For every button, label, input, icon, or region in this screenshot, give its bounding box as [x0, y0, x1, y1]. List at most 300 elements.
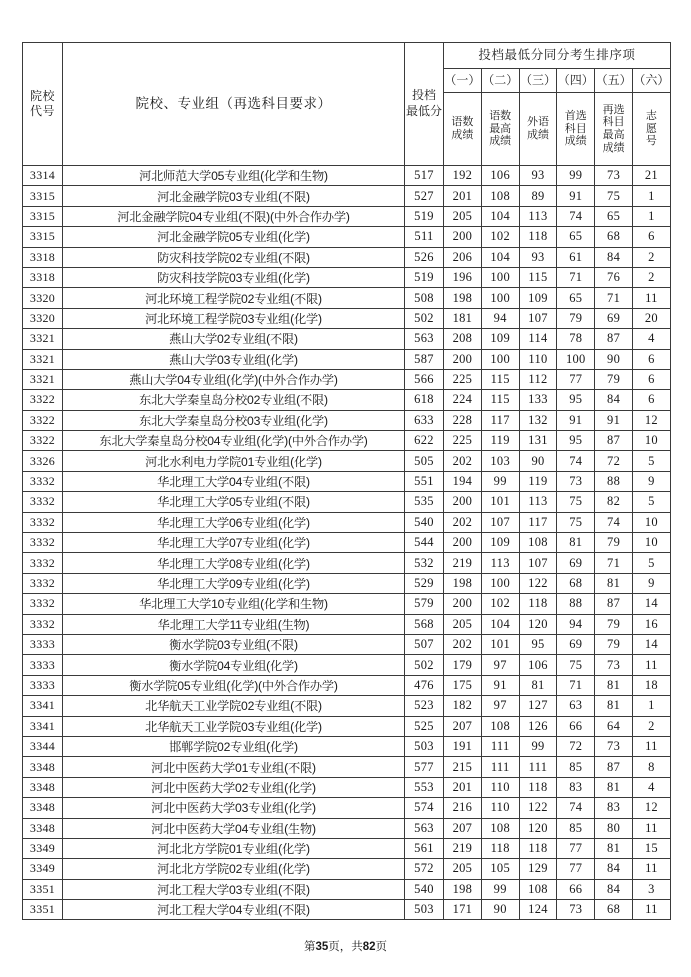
cell-school-code: 3351: [23, 879, 63, 899]
cell-chinese-math-score: 198: [444, 288, 482, 308]
cell-school-major-group: 河北环境工程学院02专业组(不限): [63, 288, 405, 308]
cell-foreign-language-score: 81: [519, 675, 557, 695]
cell-preference-number: 11: [632, 818, 670, 838]
cell-reselect-subject-highest-score: 81: [595, 838, 633, 858]
cell-min-score: 507: [405, 634, 444, 654]
cell-chinese-math-score: 201: [444, 186, 482, 206]
cell-foreign-language-score: 131: [519, 431, 557, 451]
table-row: [23, 859, 671, 879]
cell-school-code: 3333: [23, 655, 63, 675]
cell-chinese-math-score: 215: [444, 757, 482, 777]
page-footer: [0, 938, 691, 954]
cell-foreign-language-score: 118: [519, 227, 557, 247]
footer-current-page: 35: [315, 941, 329, 953]
cell-preference-number: 1: [632, 206, 670, 226]
cell-min-score: 568: [405, 614, 444, 634]
cell-chinese-math-score: 219: [444, 838, 482, 858]
cell-chinese-math-highest-score: 104: [481, 247, 519, 267]
cell-chinese-math-highest-score: 100: [481, 267, 519, 287]
cell-foreign-language-score: 110: [519, 349, 557, 369]
admission-score-table: [22, 42, 671, 920]
cell-reselect-subject-highest-score: 81: [595, 675, 633, 695]
cell-foreign-language-score: 107: [519, 308, 557, 328]
cell-first-choice-subject-score: 91: [557, 410, 595, 430]
cell-school-code: 3332: [23, 553, 63, 573]
cell-first-choice-subject-score: 75: [557, 512, 595, 532]
cell-foreign-language-score: 126: [519, 716, 557, 736]
cell-first-choice-subject-score: 99: [557, 166, 595, 186]
table-row: [23, 512, 671, 532]
table-row: [23, 696, 671, 716]
cell-preference-number: 1: [632, 186, 670, 206]
cell-min-score: 563: [405, 818, 444, 838]
cell-preference-number: 15: [632, 838, 670, 858]
table-row: [23, 533, 671, 553]
cell-reselect-subject-highest-score: 81: [595, 696, 633, 716]
cell-school-major-group: 衡水学院03专业组(不限): [63, 634, 405, 654]
cell-first-choice-subject-score: 66: [557, 716, 595, 736]
cell-reselect-subject-highest-score: 88: [595, 471, 633, 491]
table-row: [23, 390, 671, 410]
cell-school-code: 3349: [23, 859, 63, 879]
cell-reselect-subject-highest-score: 65: [595, 206, 633, 226]
header-ordinal-5: （五）: [595, 69, 633, 93]
cell-reselect-subject-highest-score: 79: [595, 634, 633, 654]
cell-min-score: 502: [405, 308, 444, 328]
cell-school-major-group: 东北大学秦皇岛分校02专业组(不限): [63, 390, 405, 410]
cell-school-major-group: 北华航天工业学院02专业组(不限): [63, 696, 405, 716]
cell-school-code: 3348: [23, 757, 63, 777]
header-tiebreak-group-title: 投档最低分同分考生排序项: [444, 43, 671, 69]
table-row: [23, 206, 671, 226]
cell-chinese-math-highest-score: 118: [481, 838, 519, 858]
cell-foreign-language-score: 127: [519, 696, 557, 716]
table-row: [23, 308, 671, 328]
cell-chinese-math-highest-score: 99: [481, 879, 519, 899]
cell-chinese-math-highest-score: 91: [481, 675, 519, 695]
cell-school-major-group: 河北金融学院03专业组(不限): [63, 186, 405, 206]
cell-first-choice-subject-score: 65: [557, 227, 595, 247]
table-row: [23, 288, 671, 308]
cell-school-major-group: 华北理工大学10专业组(化学和生物): [63, 594, 405, 614]
cell-chinese-math-score: 206: [444, 247, 482, 267]
cell-first-choice-subject-score: 68: [557, 573, 595, 593]
cell-min-score: 525: [405, 716, 444, 736]
cell-school-major-group: 河北工程大学04专业组(不限): [63, 900, 405, 920]
cell-reselect-subject-highest-score: 73: [595, 166, 633, 186]
cell-reselect-subject-highest-score: 82: [595, 492, 633, 512]
cell-chinese-math-highest-score: 102: [481, 227, 519, 247]
cell-reselect-subject-highest-score: 83: [595, 798, 633, 818]
cell-school-code: 3320: [23, 288, 63, 308]
cell-chinese-math-score: 194: [444, 471, 482, 491]
cell-school-major-group: 华北理工大学09专业组(化学): [63, 573, 405, 593]
cell-reselect-subject-highest-score: 87: [595, 757, 633, 777]
cell-school-code: 3332: [23, 492, 63, 512]
cell-min-score: 503: [405, 736, 444, 756]
cell-foreign-language-score: 120: [519, 818, 557, 838]
cell-reselect-subject-highest-score: 84: [595, 859, 633, 879]
cell-reselect-subject-highest-score: 87: [595, 431, 633, 451]
cell-chinese-math-highest-score: 110: [481, 798, 519, 818]
cell-school-major-group: 河北师范大学05专业组(化学和生物): [63, 166, 405, 186]
cell-first-choice-subject-score: 94: [557, 614, 595, 634]
cell-school-major-group: 燕山大学02专业组(不限): [63, 329, 405, 349]
cell-chinese-math-highest-score: 103: [481, 451, 519, 471]
table-row: [23, 655, 671, 675]
table-row: [23, 349, 671, 369]
header-ordinal-3: （三）: [519, 69, 557, 93]
table-body: [23, 166, 671, 920]
cell-min-score: 532: [405, 553, 444, 573]
cell-school-major-group: 防灾科技学院03专业组(化学): [63, 267, 405, 287]
cell-reselect-subject-highest-score: 81: [595, 777, 633, 797]
table-row: [23, 818, 671, 838]
cell-school-major-group: 河北中医药大学03专业组(化学): [63, 798, 405, 818]
cell-first-choice-subject-score: 78: [557, 329, 595, 349]
cell-reselect-subject-highest-score: 87: [595, 594, 633, 614]
cell-foreign-language-score: 113: [519, 492, 557, 512]
cell-chinese-math-highest-score: 110: [481, 777, 519, 797]
cell-first-choice-subject-score: 79: [557, 308, 595, 328]
cell-chinese-math-highest-score: 99: [481, 471, 519, 491]
cell-school-code: 3314: [23, 166, 63, 186]
cell-min-score: 519: [405, 267, 444, 287]
table-row: [23, 900, 671, 920]
cell-school-code: 3351: [23, 900, 63, 920]
cell-first-choice-subject-score: 91: [557, 186, 595, 206]
cell-chinese-math-highest-score: 108: [481, 186, 519, 206]
cell-min-score: 529: [405, 573, 444, 593]
table-row: [23, 451, 671, 471]
cell-chinese-math-score: 219: [444, 553, 482, 573]
cell-school-major-group: 北华航天工业学院03专业组(化学): [63, 716, 405, 736]
cell-foreign-language-score: 109: [519, 288, 557, 308]
table-row: [23, 553, 671, 573]
cell-preference-number: 2: [632, 716, 670, 736]
cell-first-choice-subject-score: 77: [557, 838, 595, 858]
cell-foreign-language-score: 106: [519, 655, 557, 675]
cell-chinese-math-highest-score: 108: [481, 716, 519, 736]
cell-preference-number: 12: [632, 410, 670, 430]
cell-school-code: 3332: [23, 533, 63, 553]
cell-first-choice-subject-score: 66: [557, 879, 595, 899]
cell-school-code: 3322: [23, 431, 63, 451]
cell-school-major-group: 河北中医药大学02专业组(化学): [63, 777, 405, 797]
footer-prefix: 第: [303, 941, 316, 953]
cell-first-choice-subject-score: 88: [557, 594, 595, 614]
cell-min-score: 566: [405, 369, 444, 389]
cell-chinese-math-score: 182: [444, 696, 482, 716]
cell-min-score: 502: [405, 655, 444, 675]
cell-chinese-math-highest-score: 100: [481, 288, 519, 308]
cell-school-major-group: 东北大学秦皇岛分校04专业组(化学)(中外合作办学): [63, 431, 405, 451]
cell-preference-number: 12: [632, 798, 670, 818]
cell-school-major-group: 华北理工大学11专业组(生物): [63, 614, 405, 634]
cell-school-code: 3326: [23, 451, 63, 471]
cell-preference-number: 3: [632, 879, 670, 899]
cell-school-major-group: 河北中医药大学04专业组(生物): [63, 818, 405, 838]
cell-preference-number: 5: [632, 492, 670, 512]
cell-foreign-language-score: 89: [519, 186, 557, 206]
cell-reselect-subject-highest-score: 81: [595, 573, 633, 593]
cell-min-score: 572: [405, 859, 444, 879]
cell-chinese-math-score: 216: [444, 798, 482, 818]
cell-foreign-language-score: 107: [519, 553, 557, 573]
cell-school-major-group: 河北中医药大学01专业组(不限): [63, 757, 405, 777]
table-row: [23, 247, 671, 267]
cell-min-score: 508: [405, 288, 444, 308]
cell-reselect-subject-highest-score: 91: [595, 410, 633, 430]
cell-first-choice-subject-score: 72: [557, 736, 595, 756]
cell-preference-number: 14: [632, 594, 670, 614]
cell-chinese-math-score: 179: [444, 655, 482, 675]
cell-foreign-language-score: 122: [519, 798, 557, 818]
cell-chinese-math-score: 207: [444, 716, 482, 736]
cell-reselect-subject-highest-score: 84: [595, 390, 633, 410]
cell-reselect-subject-highest-score: 69: [595, 308, 633, 328]
cell-school-code: 3321: [23, 329, 63, 349]
cell-school-code: 3322: [23, 410, 63, 430]
cell-foreign-language-score: 118: [519, 594, 557, 614]
cell-foreign-language-score: 117: [519, 512, 557, 532]
cell-school-major-group: 河北北方学院01专业组(化学): [63, 838, 405, 858]
cell-reselect-subject-highest-score: 76: [595, 267, 633, 287]
cell-preference-number: 11: [632, 736, 670, 756]
cell-chinese-math-score: 200: [444, 349, 482, 369]
cell-school-major-group: 河北水利电力学院01专业组(化学): [63, 451, 405, 471]
cell-first-choice-subject-score: 95: [557, 431, 595, 451]
cell-school-major-group: 东北大学秦皇岛分校03专业组(化学): [63, 410, 405, 430]
cell-chinese-math-score: 202: [444, 512, 482, 532]
cell-foreign-language-score: 108: [519, 879, 557, 899]
cell-reselect-subject-highest-score: 68: [595, 900, 633, 920]
cell-chinese-math-highest-score: 104: [481, 614, 519, 634]
table-row: [23, 634, 671, 654]
cell-foreign-language-score: 119: [519, 471, 557, 491]
cell-school-code: 3333: [23, 634, 63, 654]
cell-school-code: 3315: [23, 227, 63, 247]
cell-chinese-math-highest-score: 108: [481, 818, 519, 838]
cell-chinese-math-highest-score: 111: [481, 736, 519, 756]
cell-reselect-subject-highest-score: 68: [595, 227, 633, 247]
cell-school-major-group: 河北工程大学03专业组(不限): [63, 879, 405, 899]
cell-first-choice-subject-score: 75: [557, 655, 595, 675]
cell-chinese-math-score: 208: [444, 329, 482, 349]
table-row: [23, 716, 671, 736]
cell-school-major-group: 华北理工大学06专业组(化学): [63, 512, 405, 532]
cell-chinese-math-highest-score: 115: [481, 369, 519, 389]
cell-school-major-group: 衡水学院04专业组(化学): [63, 655, 405, 675]
cell-chinese-math-highest-score: 100: [481, 573, 519, 593]
cell-min-score: 511: [405, 227, 444, 247]
cell-first-choice-subject-score: 83: [557, 777, 595, 797]
cell-chinese-math-highest-score: 117: [481, 410, 519, 430]
cell-first-choice-subject-score: 75: [557, 492, 595, 512]
cell-school-major-group: 燕山大学04专业组(化学)(中外合作办学): [63, 369, 405, 389]
cell-reselect-subject-highest-score: 71: [595, 553, 633, 573]
cell-chinese-math-score: 201: [444, 777, 482, 797]
cell-chinese-math-score: 192: [444, 166, 482, 186]
table-row: [23, 431, 671, 451]
cell-foreign-language-score: 111: [519, 757, 557, 777]
cell-min-score: 517: [405, 166, 444, 186]
cell-first-choice-subject-score: 85: [557, 757, 595, 777]
score-table-page: [22, 42, 670, 920]
header-min-score-line1: 投档: [411, 88, 436, 103]
header-ordinal-2: （二）: [481, 69, 519, 93]
cell-min-score: 540: [405, 512, 444, 532]
cell-min-score: 523: [405, 696, 444, 716]
cell-school-major-group: 防灾科技学院02专业组(不限): [63, 247, 405, 267]
cell-preference-number: 9: [632, 471, 670, 491]
cell-min-score: 618: [405, 390, 444, 410]
cell-preference-number: 2: [632, 267, 670, 287]
cell-foreign-language-score: 95: [519, 634, 557, 654]
cell-chinese-math-highest-score: 111: [481, 757, 519, 777]
cell-chinese-math-highest-score: 94: [481, 308, 519, 328]
table-row: [23, 594, 671, 614]
cell-chinese-math-score: 196: [444, 267, 482, 287]
cell-chinese-math-highest-score: 107: [481, 512, 519, 532]
cell-chinese-math-score: 181: [444, 308, 482, 328]
cell-preference-number: 11: [632, 900, 670, 920]
cell-preference-number: 6: [632, 390, 670, 410]
footer-suffix: 页: [375, 941, 388, 953]
cell-preference-number: 4: [632, 777, 670, 797]
cell-reselect-subject-highest-score: 84: [595, 247, 633, 267]
cell-reselect-subject-highest-score: 80: [595, 818, 633, 838]
cell-first-choice-subject-score: 74: [557, 451, 595, 471]
cell-min-score: 535: [405, 492, 444, 512]
cell-chinese-math-score: 205: [444, 614, 482, 634]
table-row: [23, 573, 671, 593]
cell-reselect-subject-highest-score: 75: [595, 186, 633, 206]
cell-school-code: 3321: [23, 369, 63, 389]
cell-school-code: 3332: [23, 471, 63, 491]
footer-total-pages: 82: [362, 941, 376, 953]
cell-foreign-language-score: 93: [519, 247, 557, 267]
cell-school-code: 3333: [23, 675, 63, 695]
header-reselect-subject-highest-score: 再选 科目 最高 成绩: [595, 93, 633, 166]
cell-chinese-math-highest-score: 101: [481, 634, 519, 654]
cell-foreign-language-score: 132: [519, 410, 557, 430]
cell-chinese-math-score: 191: [444, 736, 482, 756]
header-row-group-title: [23, 43, 671, 69]
cell-reselect-subject-highest-score: 79: [595, 614, 633, 634]
cell-school-major-group: 华北理工大学04专业组(不限): [63, 471, 405, 491]
cell-min-score: 563: [405, 329, 444, 349]
cell-school-major-group: 河北金融学院05专业组(化学): [63, 227, 405, 247]
cell-reselect-subject-highest-score: 73: [595, 736, 633, 756]
cell-preference-number: 14: [632, 634, 670, 654]
cell-min-score: 505: [405, 451, 444, 471]
cell-school-code: 3318: [23, 267, 63, 287]
cell-preference-number: 8: [632, 757, 670, 777]
cell-min-score: 633: [405, 410, 444, 430]
cell-chinese-math-highest-score: 119: [481, 431, 519, 451]
cell-min-score: 574: [405, 798, 444, 818]
cell-chinese-math-score: 200: [444, 227, 482, 247]
cell-school-major-group: 燕山大学03专业组(化学): [63, 349, 405, 369]
cell-preference-number: 20: [632, 308, 670, 328]
table-row: [23, 757, 671, 777]
table-row: [23, 166, 671, 186]
cell-preference-number: 6: [632, 369, 670, 389]
cell-first-choice-subject-score: 73: [557, 900, 595, 920]
table-row: [23, 227, 671, 247]
cell-min-score: 526: [405, 247, 444, 267]
table-row: [23, 777, 671, 797]
cell-first-choice-subject-score: 74: [557, 798, 595, 818]
cell-foreign-language-score: 90: [519, 451, 557, 471]
table-row: [23, 471, 671, 491]
table-row: [23, 267, 671, 287]
cell-preference-number: 2: [632, 247, 670, 267]
cell-reselect-subject-highest-score: 72: [595, 451, 633, 471]
cell-first-choice-subject-score: 74: [557, 206, 595, 226]
cell-min-score: 561: [405, 838, 444, 858]
table-row: [23, 675, 671, 695]
cell-first-choice-subject-score: 95: [557, 390, 595, 410]
cell-chinese-math-highest-score: 97: [481, 696, 519, 716]
cell-chinese-math-score: 224: [444, 390, 482, 410]
cell-reselect-subject-highest-score: 79: [595, 533, 633, 553]
cell-school-code: 3315: [23, 186, 63, 206]
header-ordinal-1: （一）: [444, 69, 482, 93]
cell-min-score: 622: [405, 431, 444, 451]
cell-school-major-group: 河北金融学院04专业组(不限)(中外合作办学): [63, 206, 405, 226]
cell-reselect-subject-highest-score: 87: [595, 329, 633, 349]
cell-preference-number: 1: [632, 696, 670, 716]
table-row: [23, 410, 671, 430]
cell-preference-number: 6: [632, 227, 670, 247]
header-chinese-math-highest-score: 语数 最高 成绩: [481, 93, 519, 166]
table-row: [23, 186, 671, 206]
cell-school-code: 3321: [23, 349, 63, 369]
cell-preference-number: 11: [632, 288, 670, 308]
cell-reselect-subject-highest-score: 79: [595, 369, 633, 389]
cell-preference-number: 18: [632, 675, 670, 695]
cell-reselect-subject-highest-score: 71: [595, 288, 633, 308]
cell-chinese-math-highest-score: 115: [481, 390, 519, 410]
cell-first-choice-subject-score: 77: [557, 369, 595, 389]
table-row: [23, 879, 671, 899]
cell-foreign-language-score: 129: [519, 859, 557, 879]
cell-first-choice-subject-score: 81: [557, 533, 595, 553]
header-preference-number: 志 愿 号: [632, 93, 670, 166]
cell-preference-number: 16: [632, 614, 670, 634]
cell-chinese-math-score: 200: [444, 492, 482, 512]
cell-school-major-group: 衡水学院05专业组(化学)(中外合作办学): [63, 675, 405, 695]
table-row: [23, 614, 671, 634]
cell-foreign-language-score: 124: [519, 900, 557, 920]
cell-min-score: 544: [405, 533, 444, 553]
cell-school-major-group: 华北理工大学05专业组(不限): [63, 492, 405, 512]
cell-chinese-math-score: 171: [444, 900, 482, 920]
cell-foreign-language-score: 118: [519, 838, 557, 858]
cell-chinese-math-highest-score: 109: [481, 533, 519, 553]
cell-school-code: 3344: [23, 736, 63, 756]
cell-foreign-language-score: 120: [519, 614, 557, 634]
cell-chinese-math-highest-score: 113: [481, 553, 519, 573]
cell-reselect-subject-highest-score: 84: [595, 879, 633, 899]
cell-chinese-math-score: 205: [444, 206, 482, 226]
cell-school-code: 3318: [23, 247, 63, 267]
cell-school-code: 3341: [23, 696, 63, 716]
cell-min-score: 519: [405, 206, 444, 226]
cell-preference-number: 21: [632, 166, 670, 186]
